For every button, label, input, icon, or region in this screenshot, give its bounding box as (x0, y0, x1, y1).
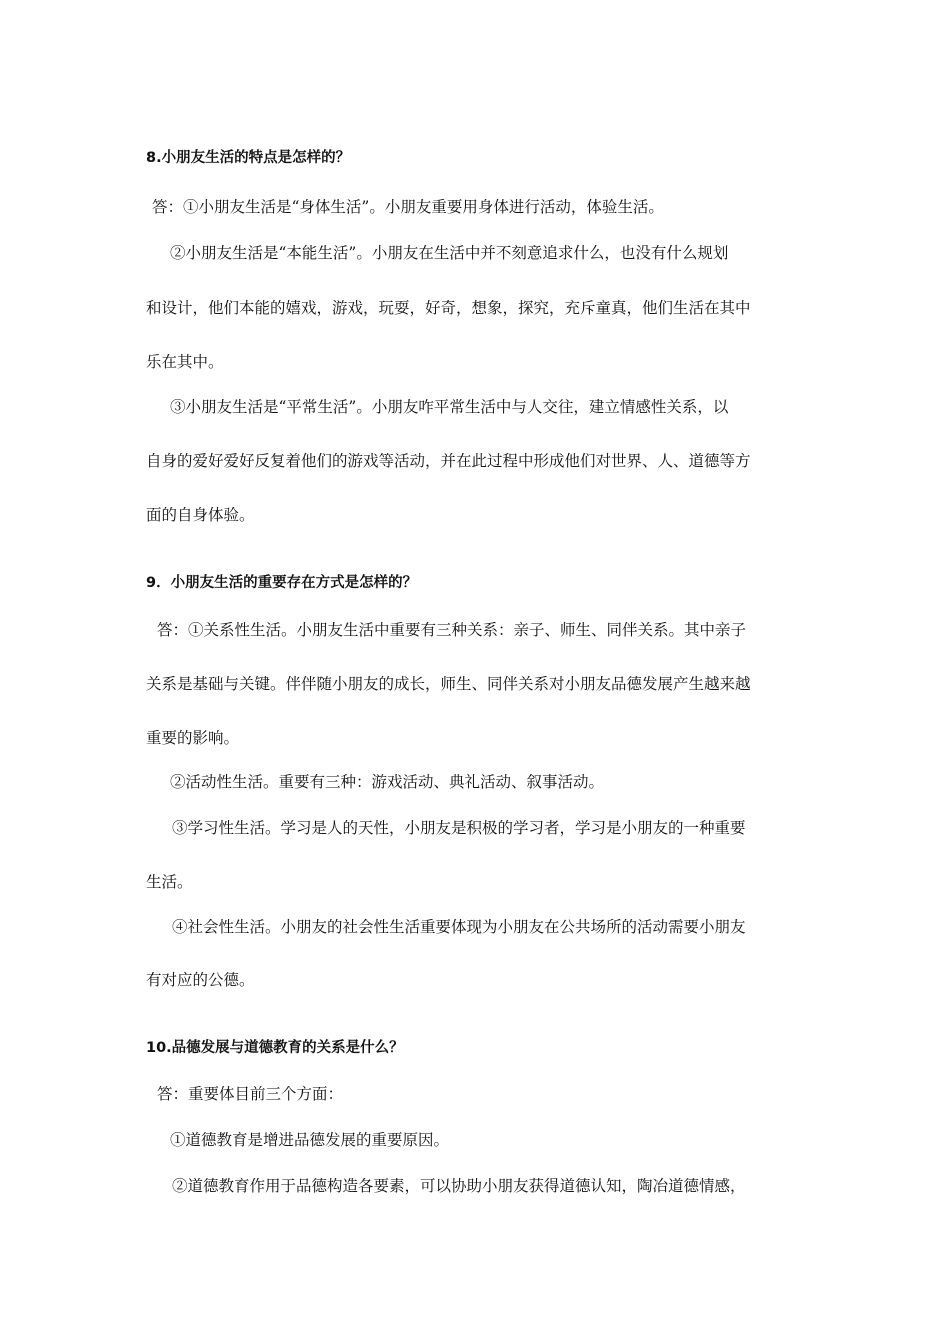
section-10-line-2: ①道德教育是增进品德发展的重要原因。 (170, 1131, 450, 1149)
section-8-line-1: 答：①小朋友生活是“身体生活”。小朋友重要用身体进行活动，体验生活。 (152, 198, 664, 216)
section-8-line-6: 自身的爱好爱好反复着他们的游戏等活动，并在此过程中形成他们对世界、人、道德等方 (146, 452, 751, 470)
section-8-heading: 8.小朋友生活的特点是怎样的？ (146, 150, 351, 166)
section-8-line-2: ②小朋友生活是“本能生活”。小朋友在生活中并不刻意追求什么，也没有什么规划 (170, 244, 729, 262)
section-9-line-5: ③学习性生活。学习是人的天性，小朋友是积极的学习者，学习是小朋友的一种重要 (172, 819, 746, 837)
section-9-line-6: 生活。 (146, 873, 193, 891)
section-8-line-4: 乐在其中。 (146, 353, 224, 371)
section-8-line-3: 和设计，他们本能的嬉戏，游戏，玩耍，好奇，想象，探究，充斥童真，他们生活在其中 (146, 299, 751, 317)
section-9-line-7: ④社会性生活。小朋友的社会性生活重要体现为小朋友在公共场所的活动需要小朋友 (172, 918, 746, 936)
section-9-line-3: 重要的影响。 (146, 729, 240, 747)
section-9-heading: 9．小朋友生活的重要存在方式是怎样的？ (146, 575, 418, 591)
section-9-line-2: 关系是基础与关键。伴伴随小朋友的成长，师生、同伴关系对小朋友品德发展产生越来越 (146, 675, 751, 693)
section-8-line-5: ③小朋友生活是“平常生活”。小朋友咋平常生活中与人交往，建立情感性关系，以 (170, 398, 729, 416)
section-10-line-1: 答：重要体目前三个方面： (157, 1085, 344, 1103)
section-10-heading: 10.品德发展与道德教育的关系是什么？ (146, 1040, 404, 1056)
section-9-line-4: ②活动性生活。重要有三种：游戏活动、典礼活动、叙事活动。 (170, 773, 605, 791)
section-8-line-7: 面的自身体验。 (146, 506, 255, 524)
section-10-line-3: ②道德教育作用于品德构造各要素，可以协助小朋友获得道德认知，陶冶道德情感， (172, 1177, 746, 1195)
section-9-line-1: 答：①关系性生活。小朋友生活中重要有三种关系：亲子、师生、同伴关系。其中亲子 (157, 621, 747, 639)
section-9-line-8: 有对应的公德。 (146, 971, 255, 989)
